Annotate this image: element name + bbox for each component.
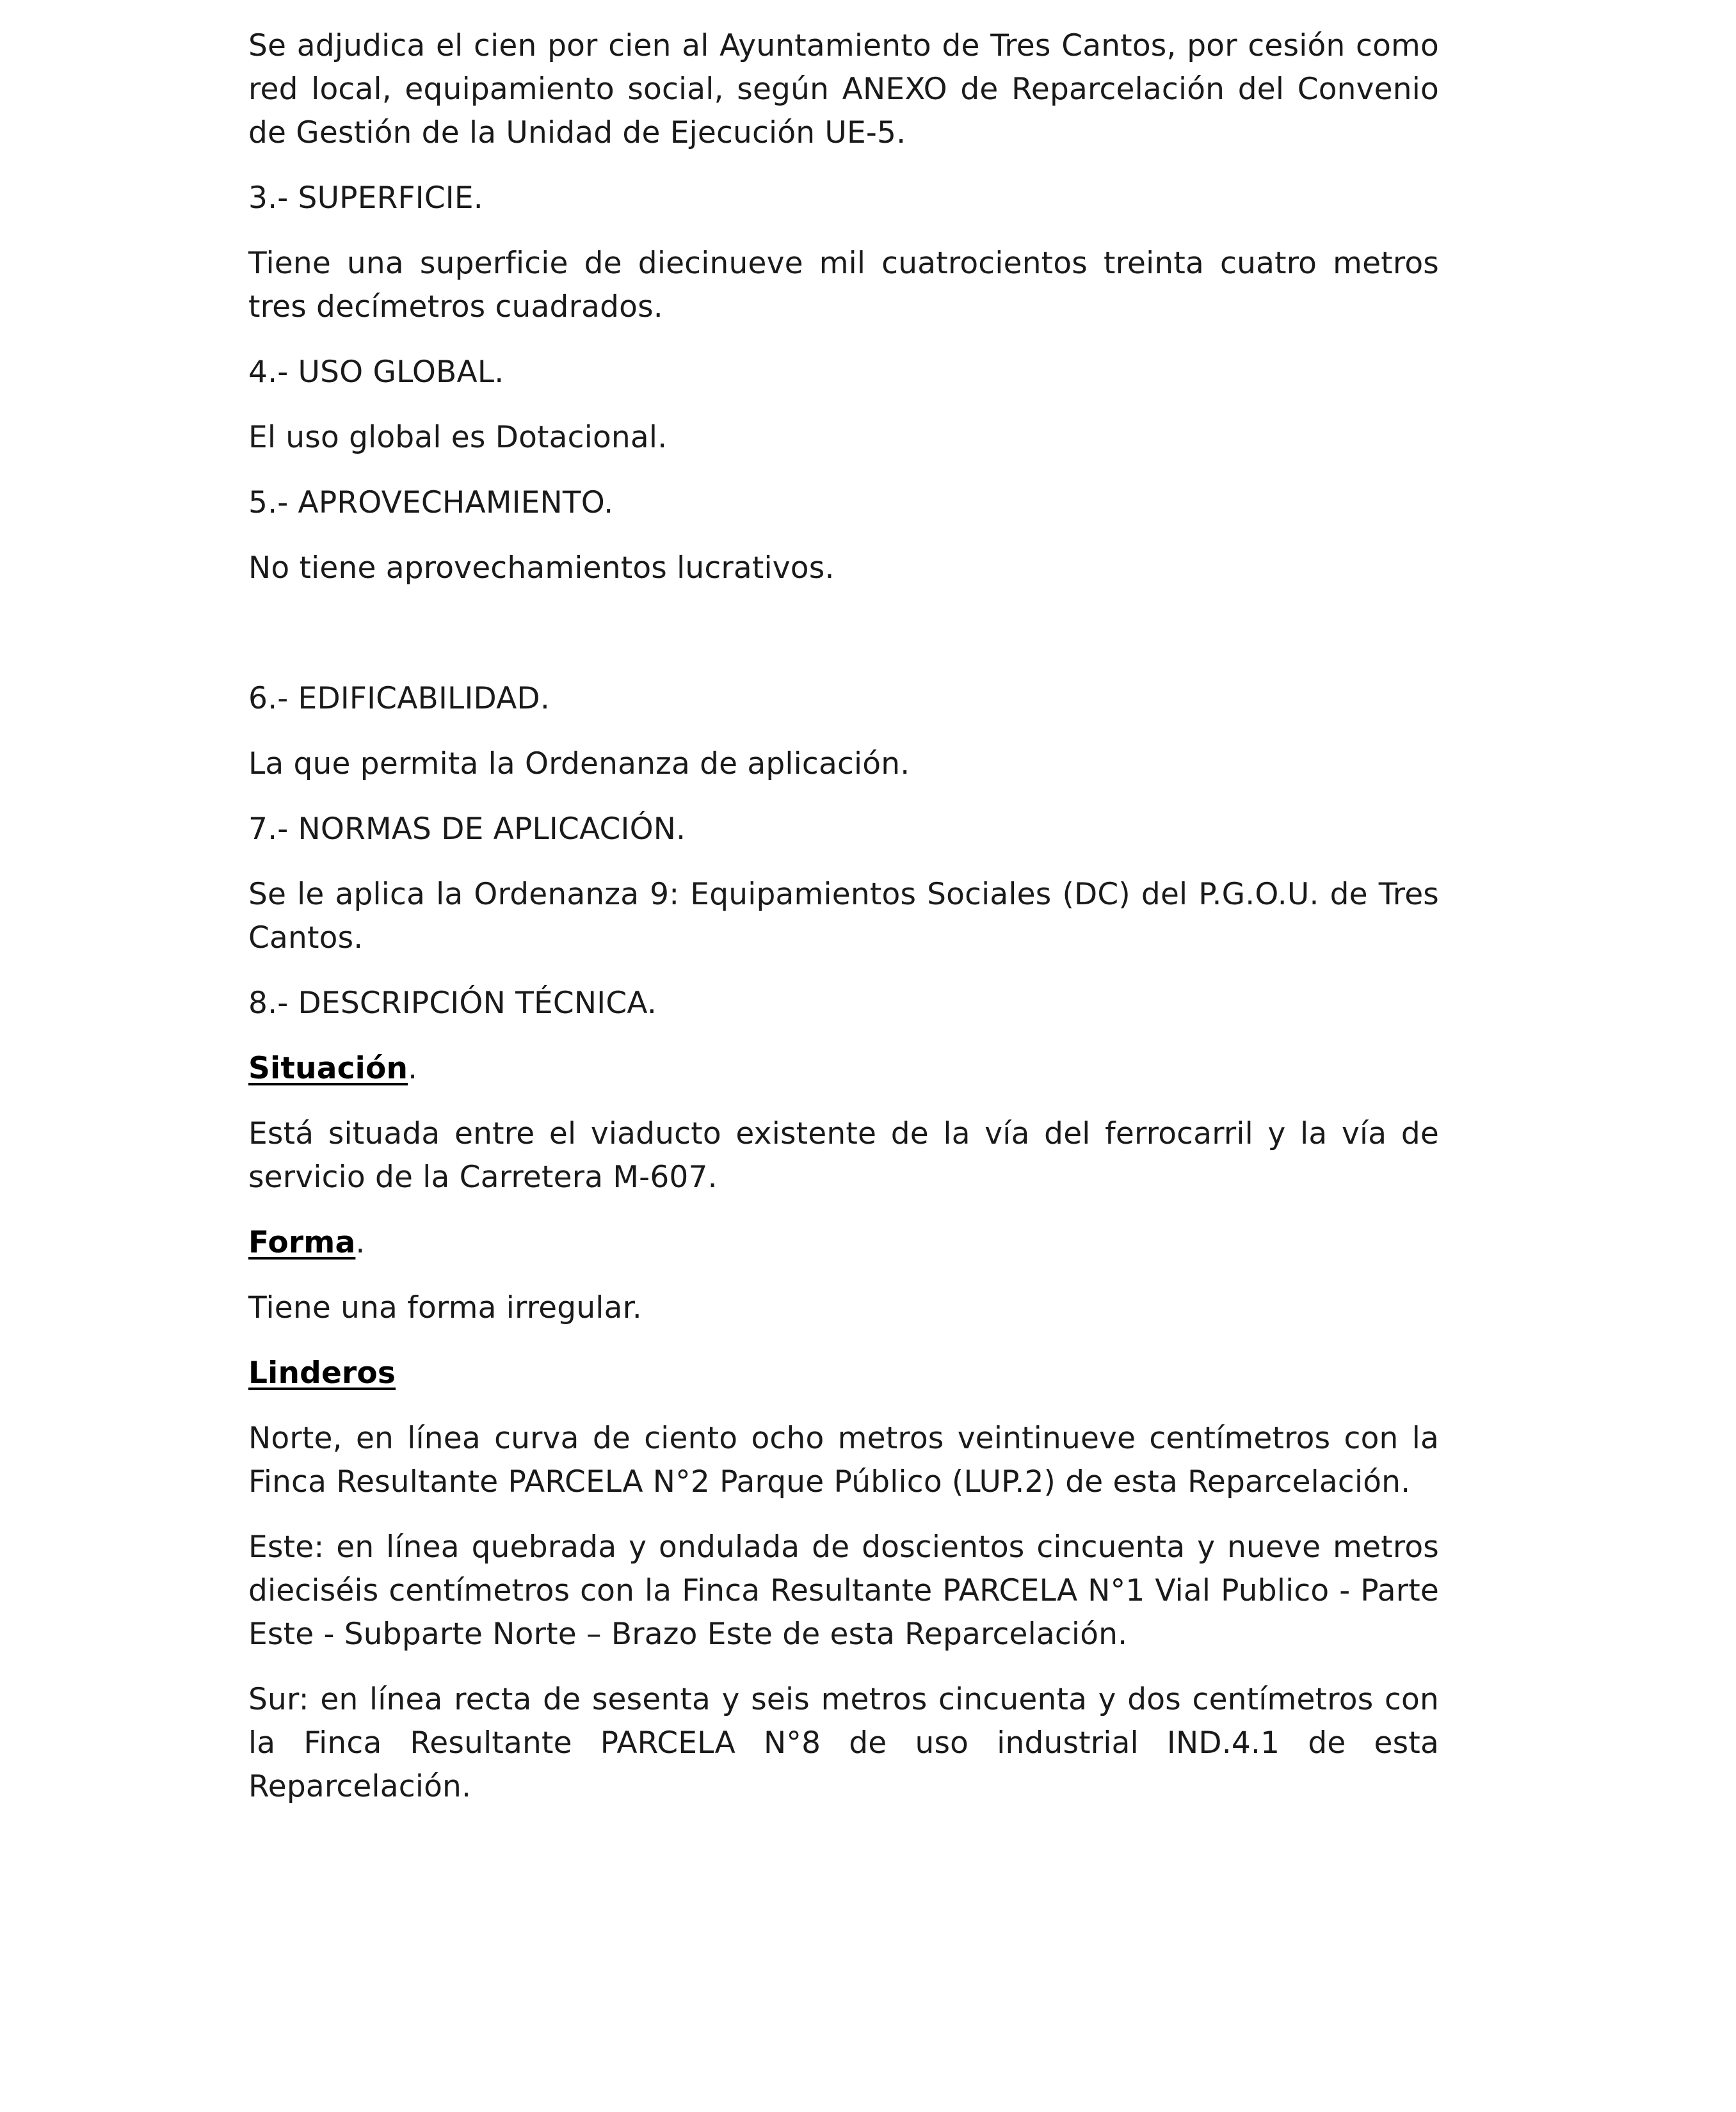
uso-global-heading: 4.- USO GLOBAL. (248, 355, 504, 390)
forma-period: . (355, 1225, 366, 1260)
situacion-subheading (248, 1047, 1439, 1091)
aprovechamiento-heading: 5.- APROVECHAMIENTO. (248, 485, 614, 520)
superficie-paragraph: Tiene una superficie de diecinueve mil cuatrocientos treinta cuatro metros tres decímetros cuadrados. (248, 246, 1439, 324)
superficie-heading: 3.- SUPERFICIE. (248, 180, 483, 216)
situacion-period: . (408, 1051, 418, 1086)
forma-subheading (248, 1221, 1439, 1265)
forma-paragraph: Tiene una forma irregular. (248, 1290, 642, 1325)
adjudicacion-paragraph: Se adjudica el cien por cien al Ayuntamiento de Tres Cantos, por cesión como red local, equipamiento social, según ANEXO de Reparcelación del Convenio de Gestión de la Unidad de Ejecución UE-5. (248, 28, 1439, 150)
aprovechamiento-paragraph: No tiene aprovechamientos lucrativos. (248, 550, 835, 586)
situacion-label: Situación (248, 1051, 408, 1086)
descripcion-tecnica-heading: 8.- DESCRIPCIÓN TÉCNICA. (248, 986, 657, 1021)
lindero-este-paragraph: Este: en línea quebrada y ondulada de doscientos cincuenta y nueve metros dieciséis centímetros con la Finca Resultante PARCELA N°1 Vial Publico - Parte Este - Subparte Norte – Brazo Este de esta Reparcelación. (248, 1530, 1439, 1652)
normas-heading: 7.- NORMAS DE APLICACIÓN. (248, 812, 686, 847)
linderos-subheading (248, 1352, 1439, 1395)
blank-gap (248, 612, 1439, 677)
normas-paragraph: Se le aplica la Ordenanza 9: Equipamientos Sociales (DC) del P.G.O.U. de Tres Cantos. (248, 877, 1439, 956)
edificabilidad-paragraph: La que permita la Ordenanza de aplicación. (248, 746, 910, 781)
lindero-norte-paragraph: Norte, en línea curva de ciento ocho metros veintinueve centímetros con la Finca Resultante PARCELA N°2 Parque Público (LUP.2) de esta Reparcelación. (248, 1421, 1439, 1500)
forma-label: Forma (248, 1225, 356, 1260)
uso-global-paragraph: El uso global es Dotacional. (248, 420, 668, 455)
document-page (248, 24, 1439, 1830)
linderos-label: Linderos (248, 1356, 396, 1391)
edificabilidad-heading: 6.- EDIFICABILIDAD. (248, 681, 550, 716)
situacion-paragraph: Está situada entre el viaducto existente de la vía del ferrocarril y la vía de servicio de la Carretera M-607. (248, 1116, 1439, 1195)
lindero-sur-paragraph: Sur: en línea recta de sesenta y seis metros cincuenta y dos centímetros con la Finca Resultante PARCELA N°8 de uso industrial IND.4.1 de esta Reparcelación. (248, 1682, 1439, 1804)
